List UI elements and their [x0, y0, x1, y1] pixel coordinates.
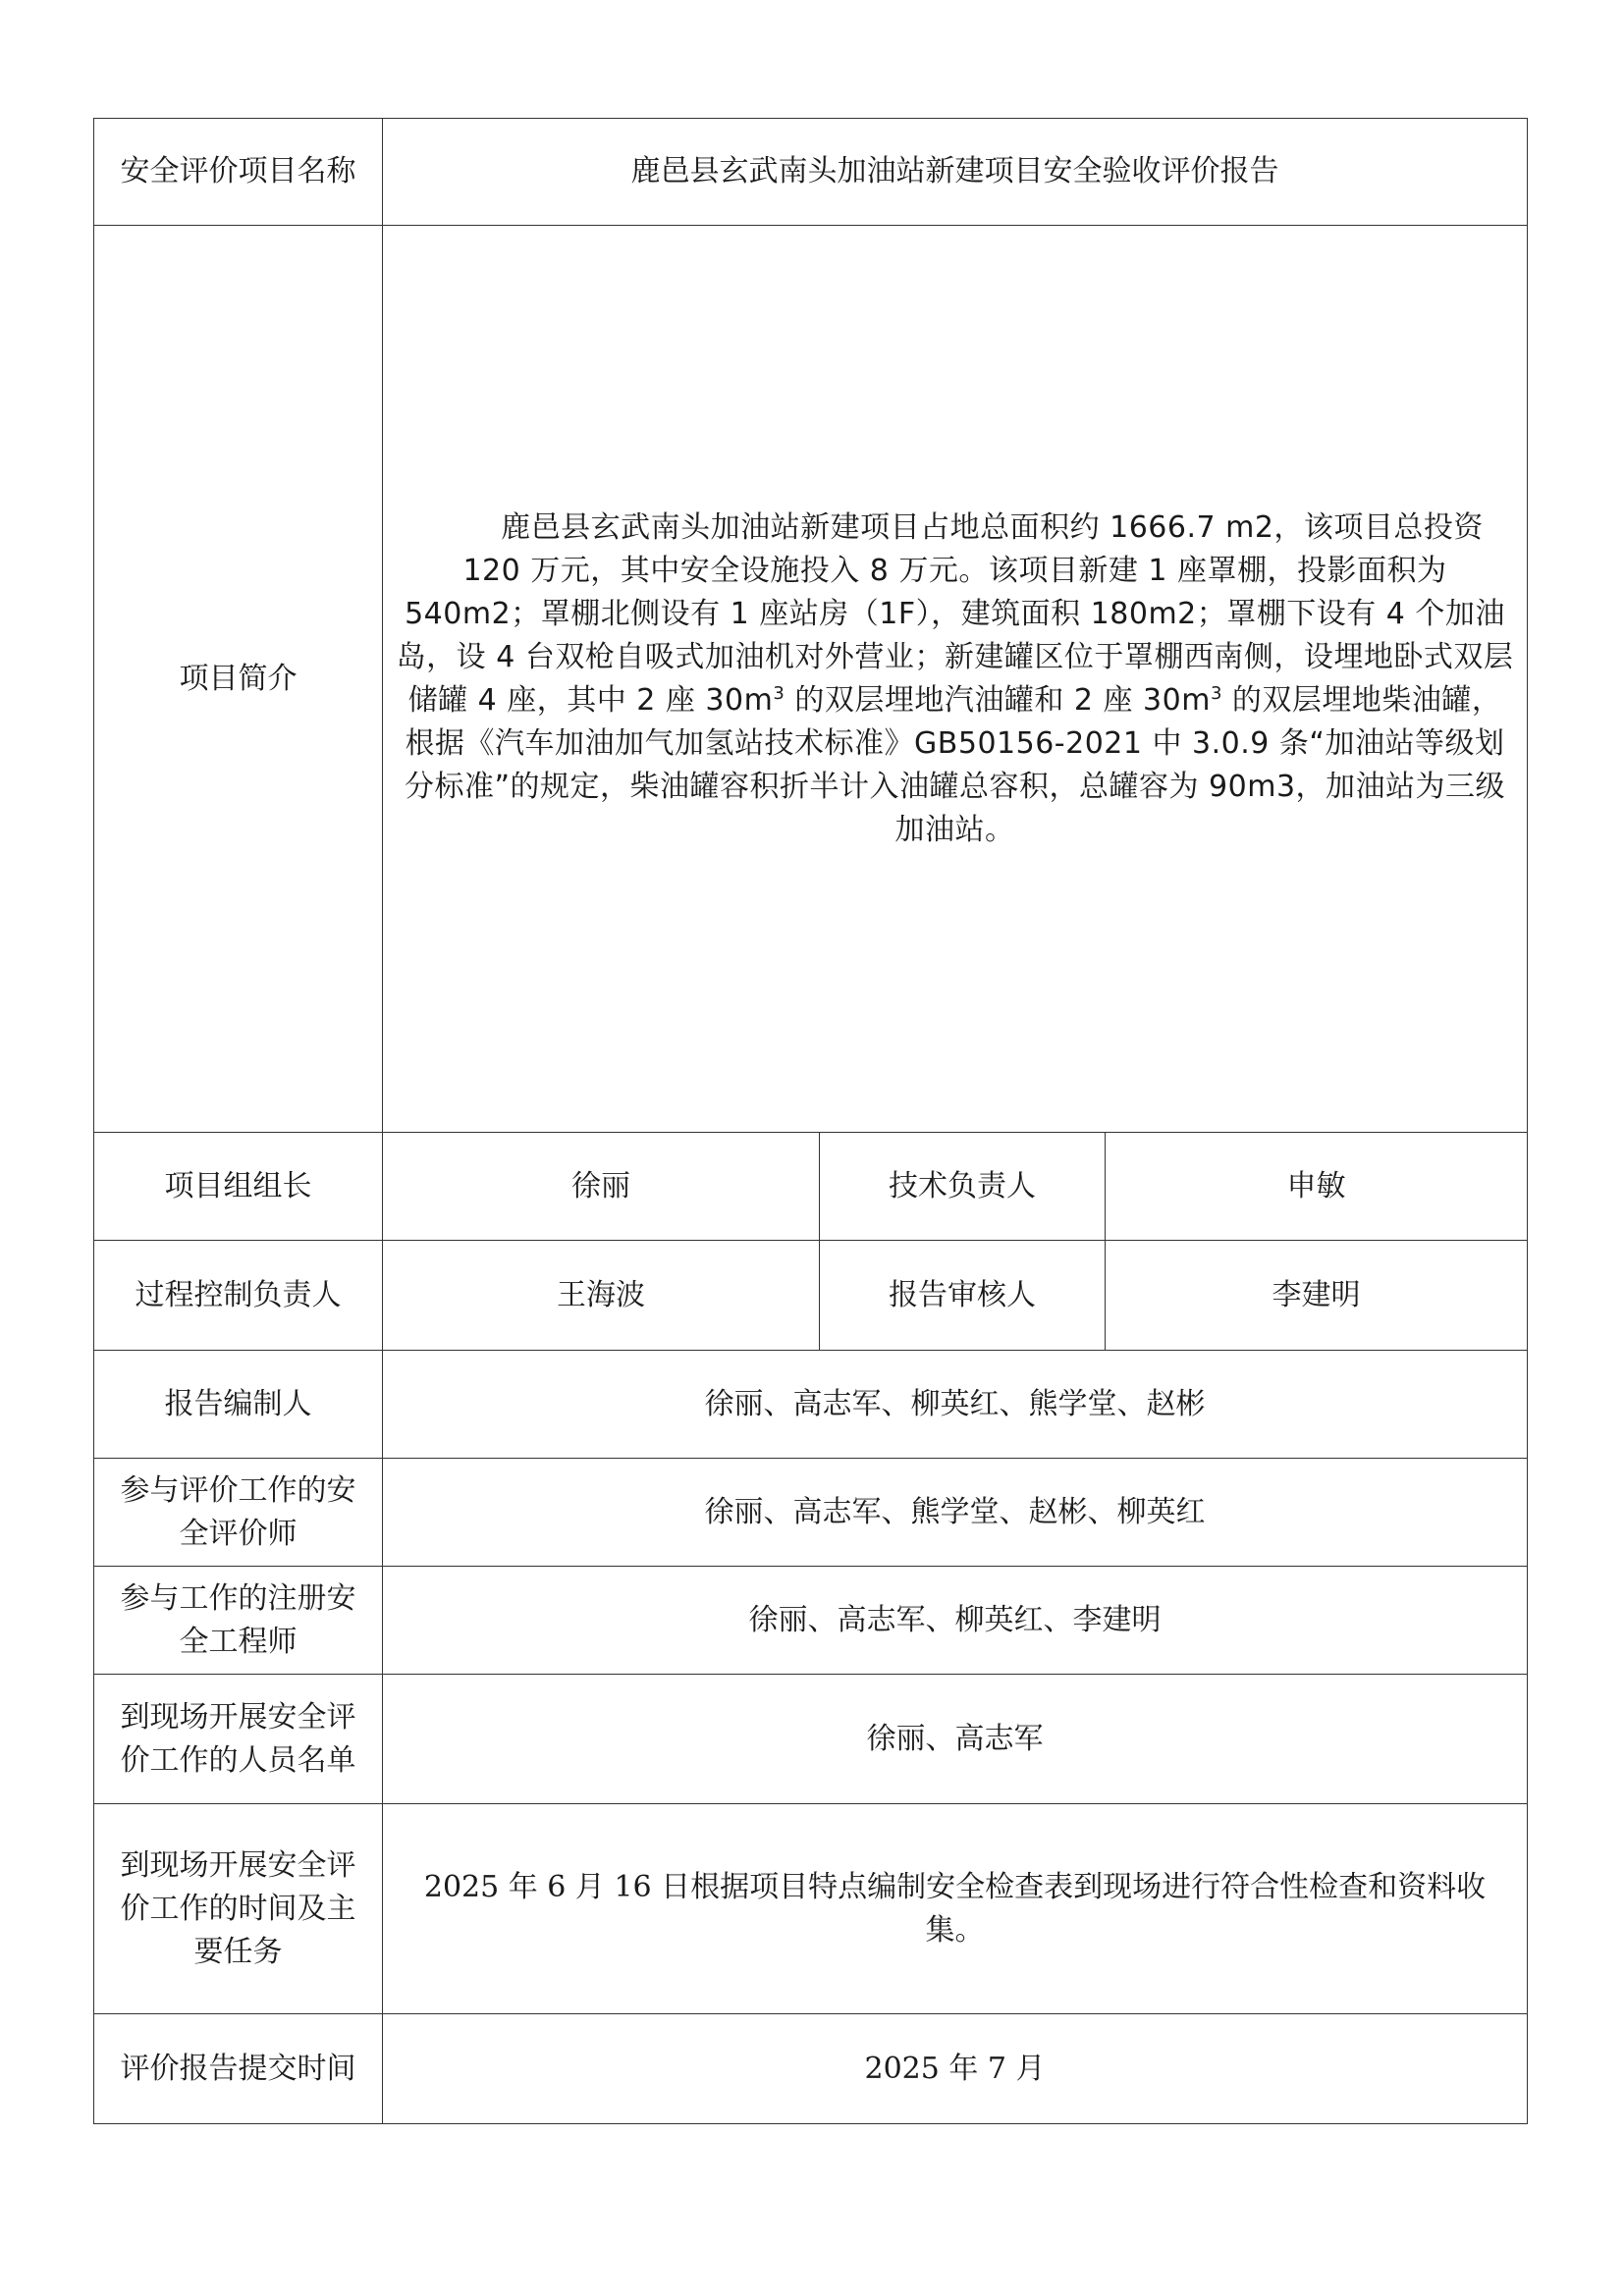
- row-project-name: [94, 119, 1528, 226]
- evaluators-label: 参与评价工作的安全评价师: [94, 1459, 383, 1567]
- summary-text-part-3: 的双层埋地柴油罐，根据《汽车加油加气加氢站技术标准》GB50156-2021 中 3.0.9 条“加油站等级划分标准”的规定，柴油罐容积折半计入油罐总容积，总罐容为 90m3，加油站为三级加油站。: [404, 682, 1506, 847]
- submit-time-value: 2025 年 7 月: [383, 2014, 1528, 2124]
- reviewer-label: 报告审核人: [820, 1241, 1106, 1351]
- summary-text-part-2: 的双层埋地汽油罐和 2 座 30m: [785, 682, 1211, 718]
- row-onsite-time: [94, 1804, 1528, 2014]
- engineers-label: 参与工作的注册安全工程师: [94, 1567, 383, 1675]
- reviewer-value: 李建明: [1106, 1241, 1528, 1351]
- tech-lead-label: 技术负责人: [820, 1133, 1106, 1241]
- row-compilers: [94, 1351, 1528, 1459]
- compilers-label: 报告编制人: [94, 1351, 383, 1459]
- row-submit-time: [94, 2014, 1528, 2124]
- evaluators-value: 徐丽、高志军、熊学堂、赵彬、柳英红: [383, 1459, 1528, 1567]
- cubic-superscript-2: 3: [1210, 682, 1222, 704]
- process-control-label: 过程控制负责人: [94, 1241, 383, 1351]
- project-summary-label: 项目简介: [94, 226, 383, 1133]
- project-name-value: 鹿邑县玄武南头加油站新建项目安全验收评价报告: [383, 119, 1528, 226]
- compilers-value: 徐丽、高志军、柳英红、熊学堂、赵彬: [383, 1351, 1528, 1459]
- project-summary-text: [383, 226, 1528, 1133]
- row-onsite-people: [94, 1675, 1528, 1804]
- onsite-people-label: 到现场开展安全评价工作的人员名单: [94, 1675, 383, 1804]
- summary-text-part-1: 鹿邑县玄武南头加油站新建项目占地总面积约 1666.7 m2，该项目总投资 120 万元，其中安全设施投入 8 万元。该项目新建 1 座罩棚，投影面积为 540m2；罩棚北侧设有 1 座站房（1F），建筑面积 180m2；罩棚下设有 4 个加油岛，设 4 台双枪自吸式加油机对外营业；新建罐区位于罩棚西南侧，设埋地卧式双层储罐 4 座，其中 2 座 30m: [396, 509, 1514, 718]
- submit-time-label: 评价报告提交时间: [94, 2014, 383, 2124]
- row-evaluators: [94, 1459, 1528, 1567]
- row-engineers: [94, 1567, 1528, 1675]
- team-leader-value: 徐丽: [383, 1133, 820, 1241]
- process-control-value: 王海波: [383, 1241, 820, 1351]
- row-project-summary: [94, 226, 1528, 1133]
- project-name-label: 安全评价项目名称: [94, 119, 383, 226]
- engineers-value: 徐丽、高志军、柳英红、李建明: [383, 1567, 1528, 1675]
- cubic-superscript-1: 3: [773, 682, 785, 704]
- onsite-time-label: 到现场开展安全评价工作的时间及主要任务: [94, 1804, 383, 2014]
- evaluation-info-table: [93, 118, 1528, 2124]
- onsite-time-value: 2025 年 6 月 16 日根据项目特点编制安全检查表到现场进行符合性检查和资料收集。: [383, 1804, 1528, 2014]
- row-control-review: [94, 1241, 1528, 1351]
- onsite-people-value: 徐丽、高志军: [383, 1675, 1528, 1804]
- team-leader-label: 项目组组长: [94, 1133, 383, 1241]
- tech-lead-value: 申敏: [1106, 1133, 1528, 1241]
- row-leaders: [94, 1133, 1528, 1241]
